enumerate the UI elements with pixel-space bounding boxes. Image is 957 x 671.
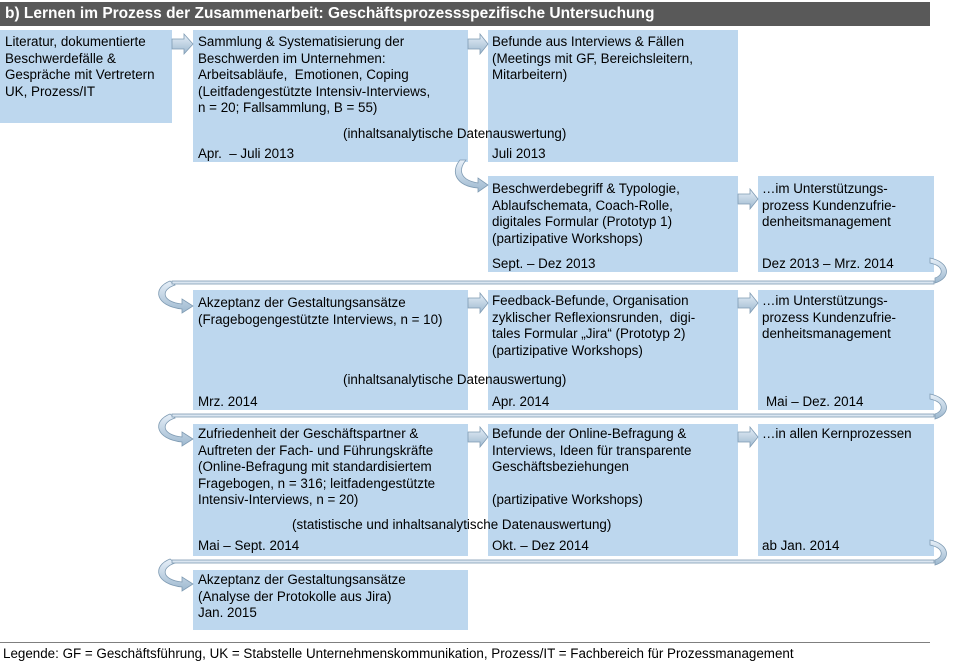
box-findings-interviews-text: Befunde aus Interviews & Fällen (Meetings mit GF, Bereichsleitern, Mitarbeitern) [492,34,693,82]
arrow-right-4 [468,293,488,313]
curved-arrow-2 [159,281,193,313]
box-support-process-2-date: Mai – Dez. 2014 [766,394,864,409]
box-acceptance-2-text: Akzeptanz der Gestaltungsansätze (Analyse der Protokolle aus Jira) Jan. 2015 [198,572,406,620]
box-typology-text: Beschwerdebegriff & Typologie, Ablaufschemata, Coach-Rolle, digitales Formular (Prototyp 1) (partizipative Workshops) [492,181,680,246]
box-satisfaction-date: Mai – Sept. 2014 [198,538,300,553]
legend-divider [0,642,930,643]
box-feedback-text: Feedback-Befunde, Organisation zyklischer Reflexionsrunden, digi- tales Formular „Jira“ (Prototyp 2) (partizipative Workshops) [492,293,696,358]
box-collection-date: Apr. – Juli 2013 [198,146,295,161]
box-collection-text: Sammlung & Systematisierung der Beschwerden im Unternehmen: Arbeitsabläufe, Emotionen, Coping (Leitfadengestützte Intensiv-Interviews, n = 20; Fallsammlung, B = 55) [198,34,431,115]
return-line-1 [172,281,934,284]
box-satisfaction-text: Zufriedenheit der Geschäftspartner & Auftreten der Fach- und Führungskräfte (Online-Befragung mit standardisiertem Fragebogen, n = 316; leitfadengestützte Intensiv-Interviews, n = 20) [198,426,436,507]
diagram-title: b) Lernen im Prozess der Zusammenarbeit: Geschäftsprozessspezifische Untersuchung [0,2,930,26]
arrow-right-7 [738,427,758,447]
arrow-right-2 [468,34,488,54]
box-feedback-date: Apr. 2014 [492,394,550,409]
box-literature-text: Literatur, dokumentierte Beschwerdefälle & Gespräche mit Vertretern UK, Prozess/IT [5,34,155,99]
box-acceptance-1-text: Akzeptanz der Gestaltungsansätze (Fragebogengestützte Interviews, n = 10) [198,295,443,327]
row3-analysis-label: (statistische und inhaltsanalytische Datenauswertung) [292,517,612,532]
box-support-process-1-date: Dez 2013 – Mrz. 2014 [762,256,894,271]
box-typology-date: Sept. – Dez 2013 [492,256,596,271]
row0-analysis-label: (inhaltsanalytische Datenauswertung) [343,126,567,141]
box-acceptance-1-date: Mrz. 2014 [198,394,258,409]
box-core-processes-date: ab Jan. 2014 [762,538,840,553]
row2-analysis-label: (inhaltsanalytische Datenauswertung) [343,372,567,387]
legend: Legende: GF = Geschäftsführung, UK = Stabstelle Unternehmenskommunikation, Prozess/IT = Fachbereich für Prozessmanagement [3,646,794,661]
return-line-3 [172,560,934,563]
curved-return-1 [930,258,946,283]
arrow-right-6 [468,427,488,447]
box-support-process-2-text: …im Unterstützungs- prozess Kundenzufrie- denheitsmanagement [762,293,896,341]
curved-arrow-1 [455,160,488,192]
arrow-right-3 [738,189,758,209]
box-online-survey-text: Befunde der Online-Befragung & Interviews, Ideen für transparente Geschäftsbeziehungen (partizipative Workshops) [492,426,692,507]
arrow-right-1 [172,34,193,54]
arrow-right-5 [738,293,758,313]
box-support-process-1-text: …im Unterstützungs- prozess Kundenzufrie- denheitsmanagement [762,181,896,229]
box-findings-interviews-date: Juli 2013 [492,146,546,161]
box-online-survey-date: Okt. – Dez 2014 [492,538,589,553]
box-core-processes-text: …in allen Kernprozessen [762,426,912,441]
return-line-2 [172,414,934,417]
curved-arrow-4 [159,559,193,591]
curved-arrow-3 [159,414,193,446]
